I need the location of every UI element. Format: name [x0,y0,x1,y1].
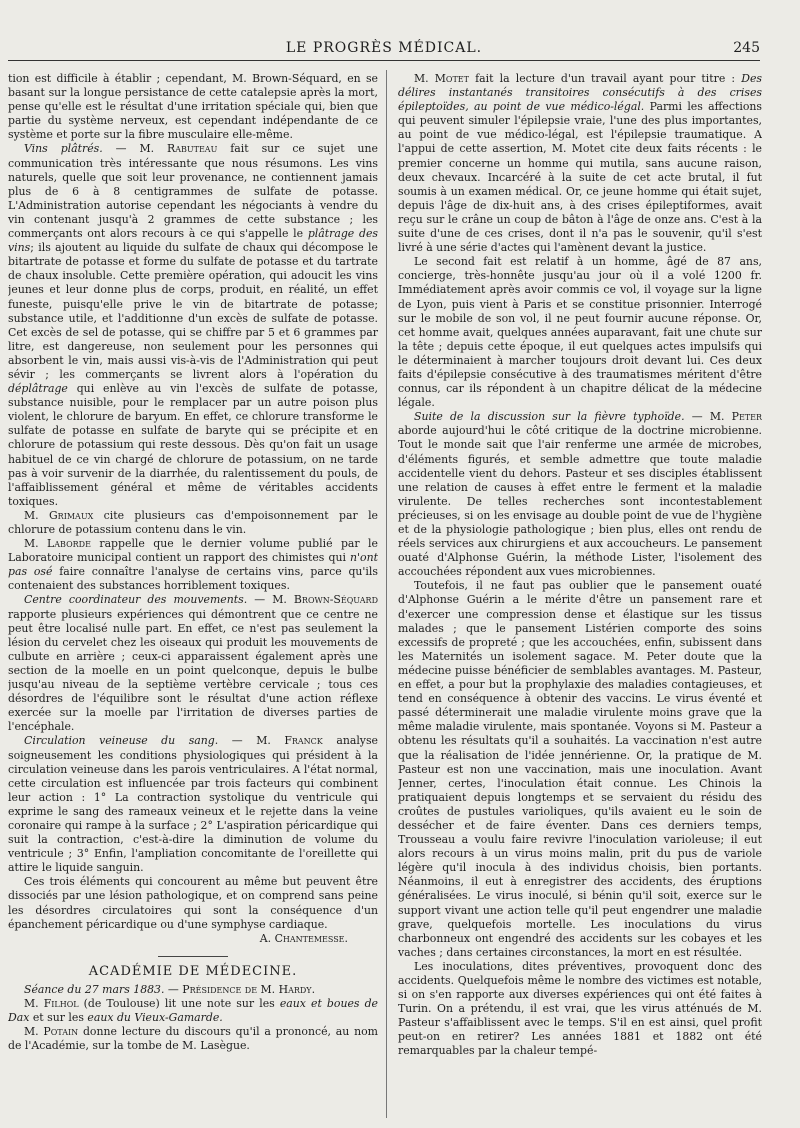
section-heading-circulation: Circulation veineuse du sang. [24,734,219,748]
paragraph-vins-platres: Vins plâtrés. — M. Rabuteau fait sur ce sujet une communication très intéressante que nous résumons. Les vins naturels, quelle que soit leur provenance, ne contiennent jamais plus de 6 à 8 centigrammes de sulfate de potasse. L'Administration autorise cependant les négociants à vendre du vin contenant jusqu'à 2 grammes de cette substance ; les commerçants ont alors recours à ce qui s'appelle le plâtrage des vins; ils ajoutent au liquide du sulfate de chaux qui décompose le bitartrate de potasse et forme du sulfate de potasse et du tartrate de chaux insoluble. Cette première opération, qui adoucit les vins jeunes et leur donne plus de corps, produit, en réalité, un effet funeste, puisqu'elle prive le vin de bitartrate de potasse; substance utile, et l'additionne d'un excès de sulfate de potasse. Cet excès de sel de potasse, qui se chiffre par 5 et 6 grammes par litre, est dangereuse, non seulement pour les personnes qui absorbent le vin, mais aussi vis-à-vis de l'Administration qui peut sévir ; les commerçants se livrent alors à l'opération du déplâtrage qui enlève au vin l'excès de sulfate de potasse, substance nuisible, pour le remplacer par un autre poison plus violent, le chlorure de baryum. En effet, ce chlorure transforme le sulfate de potasse en sulfate de baryte qui se précipite et en chlorure de potassium qui reste dessous. Dès qu'on fait un usage habituel de ce vin chargé de chlorure de potassium, on ne tarde pas à voir survenir de la diarrhée, du ralentissement du pouls, de l'affaiblissement général et même de véritables accidents toxiques. [8,142,378,508]
paragraph-trois-elements: Ces trois éléments qui concourent au même but peuvent être dissociés par une lésion pathologique, et on comprend sans peine les désordres circulatoires qui sont la conséquence d'un épanchement péricardique ou d'une symphyse cardiaque. [8,875,378,931]
author-filhol: M. Filhol [24,997,79,1010]
section-heading-centre-coordinateur: Centre coordinateur des mouvements. [24,593,248,607]
paragraph-centre-coordinateur: Centre coordinateur des mouvements. — M. Brown-Séquard rapporte plusieurs expériences qui démontrent que ce centre ne peut être localisé nulle part. En effet, ce n'est pas seulement la lésion du cervelet chez les oiseaux qui produit les mouvements de culbute en arrière ; ceux-ci apparaissent également après une section de la moelle en un point quelconque, depuis le bulbe jusqu'au niveau de la septième vertèbre cervicale ; tous ces désordres de l'équilibre sont le résultat d'une action réflexe exercée sur la moelle par l'irritation de diverses parties de l'encéphale. [8,593,378,734]
signature: A. Chantemesse. [259,931,348,945]
paragraph-laborde: M. Laborde rappelle que le dernier volume publié par le Laboratoire municipal contient un rapport des chimistes qui n'ont pas osé faire connaître l'analyse de certains vins, parce qu'ils contenaient des substances horriblement toxiques. [8,537,378,593]
paragraph-catalepsie: tion est difficile à établir ; cependant, M. Brown-Séquard, en se basant sur la longue persistance de cette catalepsie après la mort, pense qu'elle est le résultat d'une irritation spéciale qui, bien que partie du système nerveux, est cependant indépendante de ce système et porte sur la fibre musculaire elle-même. [8,72,378,142]
section-separator [158,956,228,957]
author-franck: M. Franck [256,734,323,748]
running-header [8,30,760,61]
paragraph-second-fait: Le second fait est relatif à un homme, âgé de 87 ans, concierge, très-honnête jusqu'au jour où il a volé 1200 fr. Immédiatement après avoir commis ce vol, il voyage sur la ligne de Lyon, puis vient à Paris et se constitue prisonnier. Interrogé sur le mobile de son vol, il ne peut fournir aucune réponse. Or, cet homme avait, quelques années auparavant, fait une chute sur la tête ; depuis cette époque, il eut quelques actes impulsifs qui le déterminaient à marcher toujours droit devant lui. Ces deux faits d'épilepsie consécutive à des traumatismes méritent d'être connus, car ils répondent à un chapitre délicat de la médecine légale. [398,255,762,410]
journal-title: LE PROGRÈS MÉDICAL. [285,40,483,56]
paragraph-motet: M. Motet fait la lecture d'un travail ayant pour titre : Des délires instantanés transitoires consécutifs à des crises épileptoïdes, au point de vue médico-légal. Parmi les affections qui peuvent simuler l'épilepsie vraie, l'une des plus importantes, au point de vue médico-légal, est l'épilepsie traumatique. A l'appui de cette assertion, M. Motet cite deux faits récents : le premier concerne un homme qui mutila, sans aucune raison, deux chevaux. Incarcéré à la suite de cet acte brutal, il fut soumis à un examen médical. Or, ce jeune homme qui était sujet, depuis l'âge de dix-huit ans, à des crises épileptiformes, avait reçu sur le crâne un coup de bâton à l'âge de onze ans. C'est à la suite d'une de ces crises, dont il n'a pas le souvenir, qu'il s'est livré à une série d'actes qui l'amènent devant la justice. [398,72,762,255]
author-potain: M. Potain [24,1025,79,1039]
paper-title-motet: Des délires instantanés transitoires consécutifs à des crises épileptoïdes, au point de vue médico-légal. [398,72,762,114]
author-rabuteau: M. Rabuteau [139,142,218,156]
section-heading-fievre-typhoide: Suite de la discussion sur la fièvre typhoïde. [414,410,685,424]
paragraph-circulation: Circulation veineuse du sang. — M. Franck analyse soigneusement les conditions physiologiques qui président à la circulation veineuse dans les parois ventriculaires. A l'état normal, cette circulation est influencée par trois facteurs qui combinent leur action : 1° La contraction systolique du ventricule qui exprime le sang des rameaux veineux et le rejette dans la veine coronaire qui rampe à la surface ; 2° L'aspiration péricardique qui suit la contraction, c'est-à-dire la diminution de volume du ventricule ; 3° Enfin, l'ampliation concomitante de l'oreillette qui attire le liquide sanguin. [8,734,378,875]
column-divider [386,70,387,1118]
paragraph-toutefois: Toutefois, il ne faut pas oublier que le pansement ouaté d'Alphonse Guérin a le mérite d'être un pansement rare et d'exercer une compression dense et élastique sur les tissus malades ; que le pansement Listérien comporte des soins excessifs de propreté ; que les accouchées, enfin, subissent dans les Maternités un isolement sagace. M. Peter doute que la médecine puisse bénéficier de semblables avantages. M. Pasteur, en effet, a pour but la prophylaxie des maladies contagieuses, et tend en conséquence à obtenir des vaccins. Le virus éventé et passé déterminerait une maladie virulente moins grave que la même maladie virulente, mais spontanée. Voyons si M. Pasteur a obtenu les résultats qu'il a souhaités. La vaccination n'est autre que la réalisation de l'idée jennérienne. Or, la pratique de M. Pasteur est non une vaccination, mais une inoculation. Avant Jenner, certes, l'inoculation était connue. Les Chinois la pratiquaient depuis longtemps et se servaient du résidu des croûtes de pustules varioliques, qu'ils avaient eu le soin de dessécher et de faire éventer. Dans ces derniers temps, Trousseau a voulu faire revivre l'inoculation varioleuse; il eut alors recours à un virus moins malin, prit du pus de variole légère qu'il inocula à des individus choisis, bien portants. Néanmoins, il eut à enregistrer des accidents, des éruptions généralisées. Le virus inoculé, si bénin qu'il soit, exerce sur le support vivant une action telle qu'il peut engendrer une maladie grave, quelquefois mortelle. Les inoculations du virus charbonneux ont engendré des accidents sur les cobayes et les vaches ; dans certaines circonstances, la mort en est résultée. [398,579,762,959]
paragraph-potain: M. Potain donne lecture du discours qu'il a prononcé, au nom de l'Académie, sur la tombe de M. Lasègue. [8,1025,378,1053]
section-heading-vins-platres: Vins plâtrés. [24,142,103,156]
paragraph-filhol: M. Filhol (de Toulouse) lit une note sur les eaux et boues de Dax et sur les eaux du Vieux-Gamarde. [8,997,378,1025]
author-brown-sequard: M. Brown-Séquard [272,593,378,607]
left-column [8,72,378,1122]
paragraph-inoculations: Les inoculations, dites préventives, provoquent donc des accidents. Quelquefois même le nombre des victimes est notable, si on s'en rapporte aux diverses expériences qui ont été faites à Turin. On a prétendu, il est vrai, que les virus atténués de M. Pasteur s'affaiblissent avec le temps. S'il en est ainsi, quel profit peut-on en retirer? Les années 1881 et 1882 ont été remarquables par la chaleur tempé- [398,959,762,1058]
section-title-academie: ACADÉMIE DE MÉDECINE. [88,963,298,979]
right-column [398,72,762,1122]
author-motet: M. Motet [414,72,469,85]
author-peter: M. Peter [709,410,762,424]
author-grimaux: M. Grimaux [24,508,94,522]
paragraph-peter: Suite de la discussion sur la fièvre typhoïde. — M. Peter aborde aujourd'hui le côté critique de la doctrine microbienne. Tout le monde sait que l'air renferme une armée de microbes, d'éléments figurés, et semble admettre que toute maladie accidentelle vient du dehors. Pasteur et ses disciples établissent une relation de causes à effet entre le ferment et la maladie virulente. De telles recherches sont incontestablement précieuses, si on les envisage au double point de vue de l'hygiène et de la physiologie pathologique ; bien plus, elles ont rendu de réels services aux chirurgiens et aux accoucheurs. Le pansement ouaté d'Alphonse Guérin, la méthode Lister, l'isolement des accouchées répondent aux vues microbiennes. [398,410,762,579]
session-line: Séance du 27 mars 1883. — Présidence de M. Hardy. [24,982,316,996]
page-number: 245 [733,40,760,56]
author-laborde: M. Laborde [24,537,91,551]
paragraph-grimaux: M. Grimaux cite plusieurs cas d'empoisonnement par le chlorure de potassium contenu dans le vin. [8,508,378,536]
